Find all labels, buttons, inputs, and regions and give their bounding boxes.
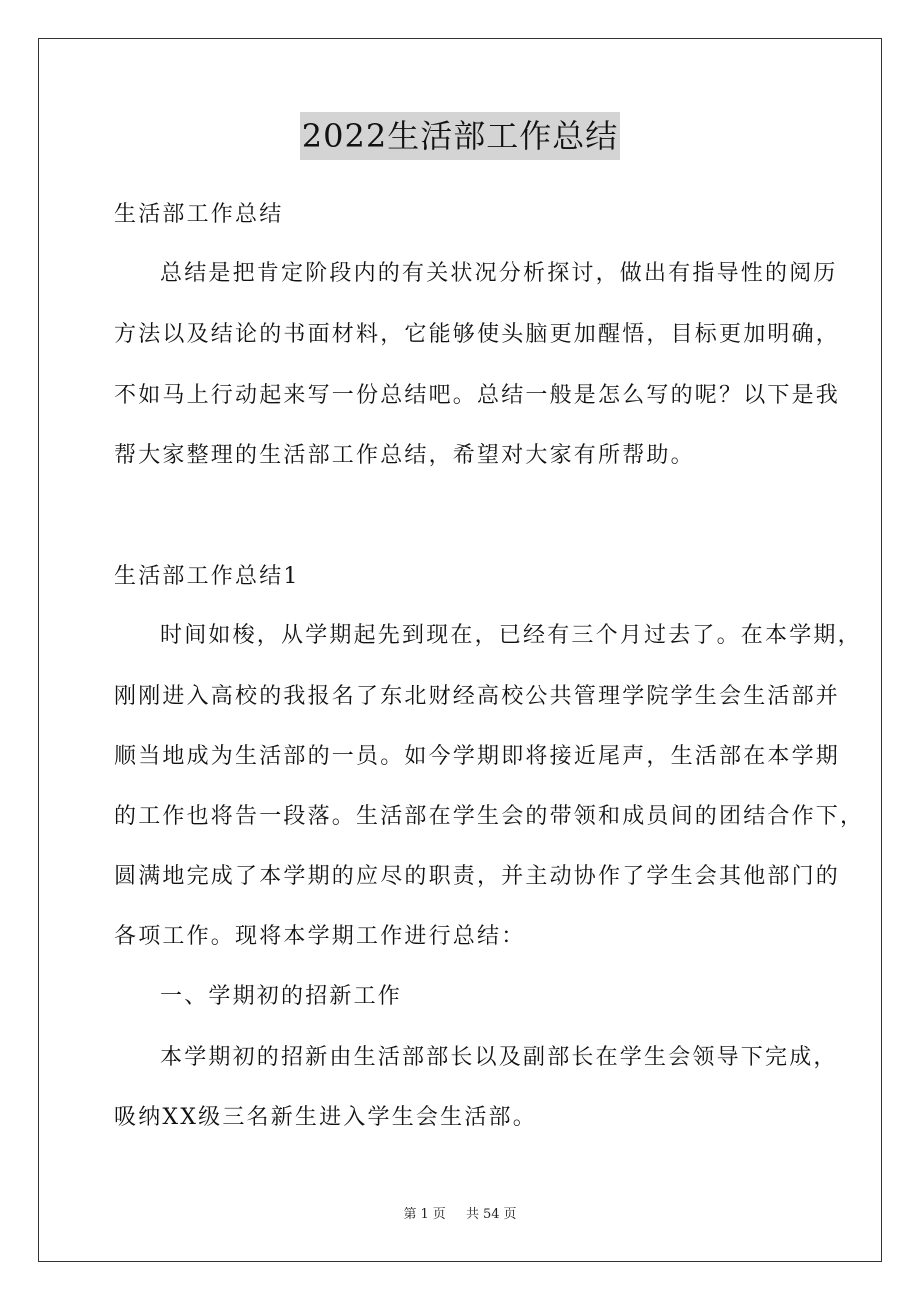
section-line-3: 顺当地成为生活部的一员。如今学期即将接近尾声，生活部在本学期: [114, 744, 841, 769]
recruit-line-2: 吸纳XX级三名新生进入学生会生活部。: [114, 1105, 537, 1130]
sub-heading: 一、学期初的招新工作: [160, 984, 403, 1009]
intro-line-3: 不如马上行动起来写一份总结吧。总结一般是怎么写的呢？以下是我: [114, 383, 841, 408]
document-title: 2022生活部工作总结: [300, 112, 620, 160]
section-line-1: 时间如梭，从学期起先到现在，已经有三个月过去了。在本学期，: [160, 623, 862, 648]
title-container: [0, 112, 920, 160]
document-subtitle: 生活部工作总结: [114, 202, 284, 227]
footer-page-number: 1: [420, 1207, 429, 1222]
section-line-4: 的工作也将告一段落。生活部在学生会的带领和成员间的团结合作下，: [114, 804, 865, 829]
footer-total-label: 共: [465, 1207, 479, 1222]
section-heading: 生活部工作总结1: [114, 564, 300, 589]
intro-line-1: 总结是把肯定阶段内的有关状况分析探讨，做出有指导性的阅历: [160, 261, 838, 286]
section-line-5: 圆满地完成了本学期的应尽的职责，并主动协作了学生会其他部门的: [114, 864, 841, 889]
section-line-2: 刚刚进入高校的我报名了东北财经高校公共管理学院学生会生活部并: [114, 684, 841, 709]
footer-page-label: 第: [403, 1207, 417, 1222]
intro-line-2: 方法以及结论的书面材料，它能够使头脑更加醒悟，目标更加明确，: [114, 322, 841, 347]
section-line-6: 各项工作。现将本学期工作进行总结：: [114, 924, 526, 949]
footer-total-unit: 页: [503, 1207, 517, 1222]
intro-line-4: 帮大家整理的生活部工作总结，希望对大家有所帮助。: [114, 443, 695, 468]
footer-total-pages: 54: [482, 1207, 500, 1222]
page-footer: [0, 1205, 920, 1225]
footer-page-unit: 页: [432, 1207, 446, 1222]
recruit-line-1: 本学期初的招新由生活部部长以及副部长在学生会领导下完成，: [160, 1045, 838, 1070]
